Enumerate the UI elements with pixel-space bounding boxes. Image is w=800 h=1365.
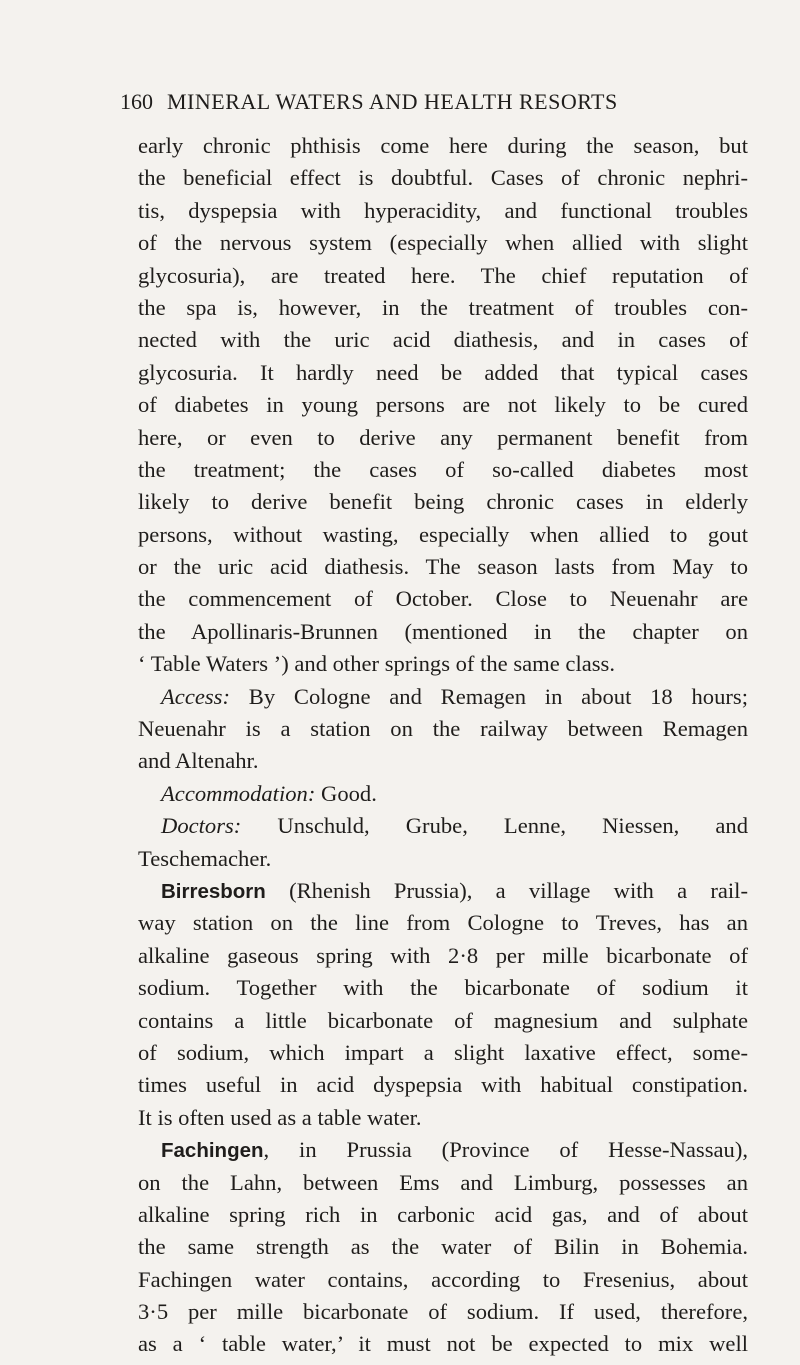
text-line xyxy=(138,907,748,939)
text-line xyxy=(138,1005,748,1037)
line-text: , in Prussia (Province of Hesse-Nassau), xyxy=(263,1137,748,1163)
line-text: alkaline spring rich in carbonic acid gas, and of about xyxy=(138,1201,748,1227)
running-header xyxy=(120,89,760,115)
text-line xyxy=(138,1231,748,1263)
line-text: the beneficial effect is doubtful. Cases of chronic nephri- xyxy=(138,165,748,191)
line-text: and Altenahr. xyxy=(138,748,259,774)
text-line xyxy=(138,1296,748,1328)
line-text: sodium. Together with the bicarbonate of sodium it xyxy=(138,975,748,1001)
line-text: as a ‘ table water,’ it must not be expected to mix well xyxy=(138,1331,748,1357)
line-text: By Cologne and Remagen in about 18 hours; xyxy=(230,683,748,709)
line-text: Fachingen water contains, according to Fresenius, about xyxy=(138,1266,748,1292)
text-line xyxy=(138,162,748,194)
line-text: the Apollinaris-Brunnen (mentioned in the chapter on xyxy=(138,618,748,644)
line-text: ‘ Table Waters ’) and other springs of the same class. xyxy=(138,651,615,677)
text-line xyxy=(138,1328,748,1360)
text-line xyxy=(138,551,748,583)
text-line xyxy=(138,583,748,615)
section-label: Accommodation: xyxy=(161,780,316,806)
text-line xyxy=(138,972,748,1004)
text-line xyxy=(138,681,748,713)
text-line xyxy=(138,778,748,810)
line-text: nected with the uric acid diathesis, and in cases of xyxy=(138,327,748,353)
text-line xyxy=(138,357,748,389)
page-number: 160 xyxy=(120,89,153,114)
line-text: (Rhenish Prussia), a village with a rail- xyxy=(265,877,748,903)
text-line xyxy=(138,843,748,875)
text-line xyxy=(138,1199,748,1231)
line-text: Neuenahr is a station on the railway between Remagen xyxy=(138,716,748,742)
line-text: times useful in acid dyspepsia with habitual constipation. xyxy=(138,1072,748,1098)
line-text: contains a little bicarbonate of magnesium and sulphate xyxy=(138,1007,748,1033)
line-text: glycosuria. It hardly need be added that typical cases xyxy=(138,359,748,385)
text-line xyxy=(138,1167,748,1199)
line-text: on the Lahn, between Ems and Limburg, possesses an xyxy=(138,1169,748,1195)
text-line xyxy=(138,324,748,356)
body-text xyxy=(138,130,748,1361)
text-line xyxy=(138,422,748,454)
line-text: Teschemacher. xyxy=(138,845,272,871)
line-text: likely to derive benefit being chronic cases in elderly xyxy=(138,489,748,515)
text-line xyxy=(138,486,748,518)
line-text: the same strength as the water of Bilin in Bohemia. xyxy=(138,1234,748,1260)
line-text: 3·5 per mille bicarbonate of sodium. If used, therefore, xyxy=(138,1299,748,1325)
text-line xyxy=(138,1037,748,1069)
text-line xyxy=(138,260,748,292)
line-text: Good. xyxy=(315,780,377,806)
text-line xyxy=(138,1102,748,1134)
line-text: the commencement of October. Close to Neuenahr are xyxy=(138,586,748,612)
text-line xyxy=(138,519,748,551)
text-line xyxy=(138,810,748,842)
text-line xyxy=(138,940,748,972)
line-text: alkaline gaseous spring with 2·8 per mille bicarbonate of xyxy=(138,942,748,968)
line-text: of sodium, which impart a slight laxative effect, some- xyxy=(138,1039,748,1065)
text-line xyxy=(138,1069,748,1101)
line-text: of the nervous system (especially when allied with slight xyxy=(138,230,748,256)
text-line xyxy=(138,745,748,777)
line-text: of diabetes in young persons are not likely to be cured xyxy=(138,392,748,418)
line-text: It is often used as a table water. xyxy=(138,1104,422,1130)
line-text: Unschuld, Grube, Lenne, Niessen, and xyxy=(241,813,748,839)
text-line xyxy=(138,875,748,907)
text-line xyxy=(138,292,748,324)
text-line xyxy=(138,616,748,648)
text-line xyxy=(138,130,748,162)
line-text: the treatment; the cases of so-called diabetes most xyxy=(138,456,748,482)
text-line xyxy=(138,1264,748,1296)
text-line xyxy=(138,648,748,680)
line-text: or the uric acid diathesis. The season lasts from May to xyxy=(138,554,748,580)
section-label: Doctors: xyxy=(161,813,242,839)
entry-heading: Birresborn xyxy=(161,879,266,903)
text-line xyxy=(138,713,748,745)
text-line xyxy=(138,454,748,486)
text-line xyxy=(138,389,748,421)
line-text: the spa is, however, in the treatment of troubles con- xyxy=(138,294,748,320)
text-line xyxy=(138,1134,748,1166)
running-title: MINERAL WATERS AND HEALTH RESORTS xyxy=(167,89,618,114)
line-text: way station on the line from Cologne to Treves, has an xyxy=(138,910,748,936)
line-text: glycosuria), are treated here. The chief reputation of xyxy=(138,262,748,288)
line-text: tis, dyspepsia with hyperacidity, and functional troubles xyxy=(138,197,748,223)
text-line xyxy=(138,227,748,259)
line-text: early chronic phthisis come here during the season, but xyxy=(138,133,748,158)
line-text: persons, without wasting, especially when allied to gout xyxy=(138,521,748,547)
entry-heading: Fachingen xyxy=(161,1139,264,1163)
line-text: here, or even to derive any permanent benefit from xyxy=(138,424,748,450)
text-line xyxy=(138,195,748,227)
section-label: Access: xyxy=(161,683,230,709)
